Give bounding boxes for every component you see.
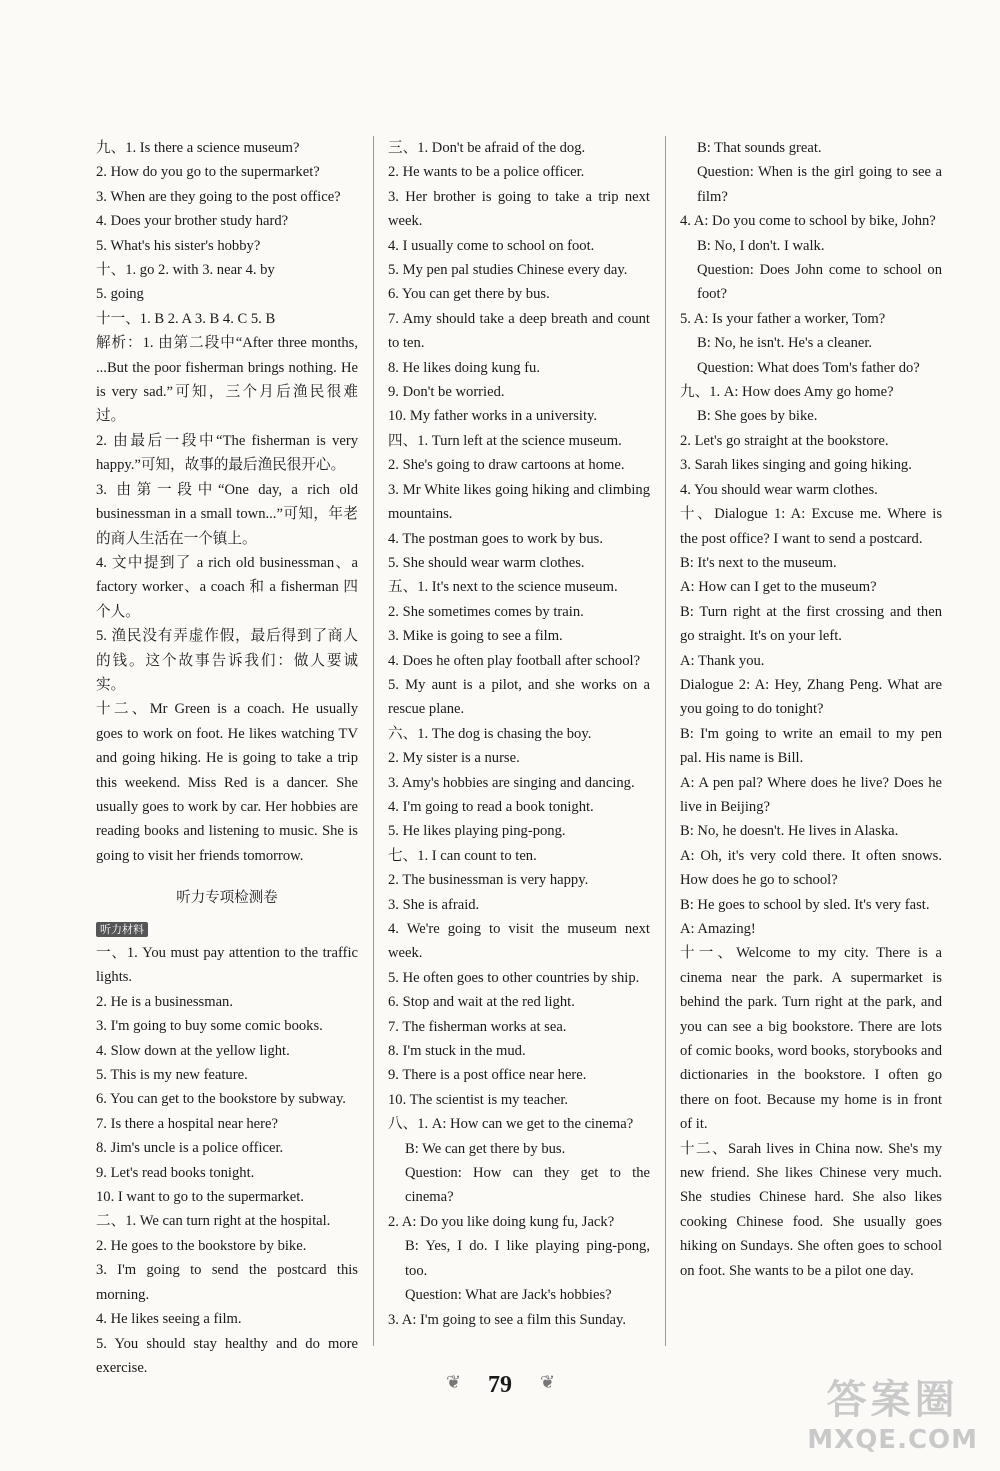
answer-line: 十二、Sarah lives in China now. She's my new friend. She likes Chinese very much. She studies Chinese hard. She also likes cooking Chinese food. She usually goes hiking on Sundays. She often goes to school on foot. She wants to be a pilot one day. bbox=[680, 1140, 942, 1279]
answer-line: 3. Amy's hobbies are singing and dancing. bbox=[388, 774, 635, 791]
answer-line: 9. There is a post office near here. bbox=[388, 1067, 587, 1084]
listening-list-right bbox=[680, 136, 942, 1283]
answer-line: 2. My sister is a nurse. bbox=[388, 750, 520, 767]
answer-line: 4. The postman goes to work by bus. bbox=[388, 530, 603, 547]
answer-line: 10. The scientist is my teacher. bbox=[388, 1091, 569, 1108]
column-divider bbox=[665, 136, 666, 1346]
section-heading: 听力专项检测卷 bbox=[176, 890, 278, 907]
answer-line: B: She goes by bike. bbox=[697, 408, 818, 425]
watermark-logo-text: 答案圈 bbox=[826, 1377, 959, 1423]
answer-line: 3. 由第一段中“One day, a rich old businessman in a small town...”可知，年老的商人生活在一个镇上。 bbox=[96, 481, 358, 547]
answer-line: B: I'm going to write an email to my pen pal. His name is Bill. bbox=[680, 725, 942, 767]
answer-line: B: It's next to the museum. bbox=[680, 554, 837, 571]
answer-line: Question: Does John come to school on foot? bbox=[697, 262, 942, 303]
answer-line: 4. We're going to visit the museum next week. bbox=[388, 921, 650, 962]
answer-line: 5. He likes playing ping-pong. bbox=[388, 823, 566, 840]
answer-line: 3. I'm going to buy some comic books. bbox=[96, 1018, 323, 1035]
answer-line: 5. My pen pal studies Chinese every day. bbox=[388, 262, 628, 279]
answer-line: 3. Mr White likes going hiking and climbing mountains. bbox=[388, 481, 650, 523]
answer-line: 十一、Welcome to my city. There is a cinema near the park. A supermarket is behind the park. Turn right at the park, and you can see a big bookstore. There are lots of comic books, word books, storybooks and dictionaries in the bookstore. I often go there on foot. Because my home is in front of it. bbox=[680, 945, 942, 1133]
answer-line: 4. Slow down at the yellow light. bbox=[96, 1042, 290, 1059]
answer-line: 5. You should stay healthy and do more exercise. bbox=[96, 1335, 358, 1376]
answer-line: 4. I usually come to school on foot. bbox=[388, 237, 595, 254]
answer-line: 8. I'm stuck in the mud. bbox=[388, 1043, 526, 1060]
answer-line: A: Amazing! bbox=[680, 921, 756, 937]
answer-line: 7. Amy should take a deep breath and count to ten. bbox=[388, 310, 650, 352]
listening-material-tag: 听力材料 bbox=[96, 922, 148, 937]
answer-line: A: Thank you. bbox=[680, 652, 765, 669]
answer-line: 3. She is afraid. bbox=[388, 896, 480, 913]
answer-line: 5. What's his sister's hobby? bbox=[96, 237, 261, 254]
answer-line: 一、1. You must pay attention to the traffic lights. bbox=[96, 945, 358, 986]
answer-line: 10. My father works in a university. bbox=[388, 408, 598, 425]
answer-line: B: He goes to school by sled. It's very fast. bbox=[680, 896, 930, 913]
answer-line: 3. Mike is going to see a film. bbox=[388, 628, 563, 645]
answer-line: 七、1. I can count to ten. bbox=[388, 847, 537, 864]
answer-line: Dialogue 2: A: Hey, Zhang Peng. What are you going to do tonight? bbox=[680, 676, 942, 718]
answer-line: 九、1. Is there a science museum? bbox=[96, 140, 300, 156]
answer-line: 4. 文中提到了 a rich old businessman、a factory worker、a coach 和 a fisherman 四个人。 bbox=[96, 554, 358, 620]
answer-line: 5. going bbox=[96, 286, 144, 303]
answer-line: B: Turn right at the first crossing and then go straight. It's on your left. bbox=[680, 603, 942, 645]
ornament-icon: ❦ bbox=[540, 1372, 556, 1392]
answer-line: 6. You can get to the bookstore by subway. bbox=[96, 1091, 346, 1108]
answer-line: 4. You should wear warm clothes. bbox=[680, 481, 878, 498]
answer-line: B: No, he doesn't. He lives in Alaska. bbox=[680, 823, 899, 840]
answer-line: 3. I'm going to send the postcard this morning. bbox=[96, 1262, 358, 1303]
answer-line: A: How can I get to the museum? bbox=[680, 579, 877, 596]
answer-line: 2. She sometimes comes by train. bbox=[388, 603, 584, 620]
answer-line: 5. This is my new feature. bbox=[96, 1067, 248, 1084]
answer-line: 5. A: Is your father a worker, Tom? bbox=[680, 310, 886, 327]
answer-line: 十、Dialogue 1: A: Excuse me. Where is the post office? I want to send a postcard. bbox=[680, 506, 942, 547]
answer-line: 二、1. We can turn right at the hospital. bbox=[96, 1213, 331, 1230]
answer-line: 2. A: Do you like doing kung fu, Jack? bbox=[388, 1213, 615, 1230]
answer-line: 3. When are they going to the post office? bbox=[96, 188, 341, 205]
answer-line: 四、1. Turn left at the science museum. bbox=[388, 432, 622, 449]
column-middle bbox=[388, 136, 650, 1332]
answer-line: 4. A: Do you come to school by bike, John? bbox=[680, 213, 936, 230]
answer-line: 2. 由最后一段中“The fisherman is very happy.”可知，故事的最后渔民很开心。 bbox=[96, 432, 358, 474]
answer-line: B: No, I don't. I walk. bbox=[697, 237, 825, 254]
answer-line: 2. He is a businessman. bbox=[96, 993, 234, 1010]
answer-line: A: A pen pal? Where does he live? Does he live in Beijing? bbox=[680, 774, 942, 815]
watermark bbox=[807, 1368, 978, 1455]
answer-line: 8. Jim's uncle is a police officer. bbox=[96, 1140, 284, 1157]
answer-line: Question: When is the girl going to see a film? bbox=[697, 164, 942, 205]
answer-line: 5. She should wear warm clothes. bbox=[388, 554, 585, 571]
column-divider bbox=[373, 136, 374, 1346]
answer-line: B: We can get there by bus. bbox=[405, 1140, 566, 1157]
answer-line: 4. Does he often play football after school? bbox=[388, 652, 641, 669]
answer-line: 2. He wants to be a police officer. bbox=[388, 164, 585, 181]
column-right bbox=[680, 136, 942, 1283]
answer-line: 六、1. The dog is chasing the boy. bbox=[388, 725, 592, 742]
answer-line: 十一、1. B 2. A 3. B 4. C 5. B bbox=[96, 310, 276, 327]
answer-line: 4. I'm going to read a book tonight. bbox=[388, 798, 594, 815]
answer-line: 3. Sarah likes singing and going hiking. bbox=[680, 457, 912, 474]
answer-line: A: Oh, it's very cold there. It often snows. How does he go to school? bbox=[680, 847, 942, 889]
answer-line: B: Yes, I do. I like playing ping-pong, too. bbox=[405, 1238, 650, 1279]
answer-line: 5. 渔民没有弄虚作假，最后得到了商人的钱。这个故事告诉我们：做人要诚实。 bbox=[96, 628, 358, 693]
answer-line: 7. The fisherman works at sea. bbox=[388, 1018, 567, 1035]
ornament-icon: ❦ bbox=[446, 1372, 462, 1392]
answer-line: 2. He goes to the bookstore by bike. bbox=[96, 1237, 307, 1254]
answer-line: 6. Stop and wait at the red light. bbox=[388, 994, 575, 1011]
listening-list-left bbox=[96, 941, 358, 1380]
answer-line: 6. You can get there by bus. bbox=[388, 286, 550, 303]
answer-line: 2. Let's go straight at the bookstore. bbox=[680, 432, 889, 449]
answer-line: 五、1. It's next to the science museum. bbox=[388, 579, 618, 596]
answer-line: 9. Let's read books tonight. bbox=[96, 1164, 255, 1181]
answer-line: B: That sounds great. bbox=[697, 140, 822, 156]
answer-line: 3. A: I'm going to see a film this Sunday. bbox=[388, 1311, 627, 1328]
answer-line: 八、1. A: How can we get to the cinema? bbox=[388, 1116, 634, 1133]
column-left bbox=[96, 136, 358, 1380]
answer-line: 5. He often goes to other countries by ship. bbox=[388, 969, 640, 986]
answer-line: B: No, he isn't. He's a cleaner. bbox=[697, 335, 873, 352]
answer-line: 9. Don't be worried. bbox=[388, 384, 505, 401]
page-number: 79 bbox=[488, 1372, 512, 1398]
answer-line: 10. I want to go to the supermarket. bbox=[96, 1189, 304, 1206]
answer-line: 8. He likes doing kung fu. bbox=[388, 359, 541, 376]
answer-line: 十、1. go 2. with 3. near 4. by bbox=[96, 262, 275, 279]
answers-list-left bbox=[96, 136, 358, 868]
answer-line: 7. Is there a hospital near here? bbox=[96, 1115, 278, 1132]
answer-line: 九、1. A: How does Amy go home? bbox=[680, 384, 894, 401]
answer-line: 4. Does your brother study hard? bbox=[96, 213, 289, 230]
answer-line: Question: What does Tom's father do? bbox=[697, 359, 920, 376]
answer-line: 2. The businessman is very happy. bbox=[388, 872, 589, 889]
answer-line: 十二、Mr Green is a coach. He usually goes to work on foot. He likes watching TV and going hiking. He is going to take a trip this weekend. Miss Red is a dancer. She usually goes to work by car. Her hobbies are reading books and listening to music. She is going to visit her friends tomorrow. bbox=[96, 701, 358, 864]
answer-line: 解析：1. 由第二段中“After three months, ...But the poor fisherman brings nothing. He is very sad.”可知，三个月后渔民很难过。 bbox=[96, 335, 358, 425]
answer-line: 5. My aunt is a pilot, and she works on a rescue plane. bbox=[388, 676, 650, 718]
watermark-url: MXQE.COM bbox=[807, 1425, 978, 1455]
answer-line: 2. How do you go to the supermarket? bbox=[96, 164, 320, 181]
listening-list-middle bbox=[388, 136, 650, 1332]
answer-line: 3. Her brother is going to take a trip next week. bbox=[388, 188, 650, 230]
answer-line: 三、1. Don't be afraid of the dog. bbox=[388, 140, 586, 156]
answer-line: Question: How can they get to the cinema? bbox=[405, 1165, 650, 1206]
answer-line: Question: What are Jack's hobbies? bbox=[405, 1287, 612, 1304]
answer-line: 2. She's going to draw cartoons at home. bbox=[388, 457, 625, 474]
answer-line: 4. He likes seeing a film. bbox=[96, 1311, 242, 1328]
